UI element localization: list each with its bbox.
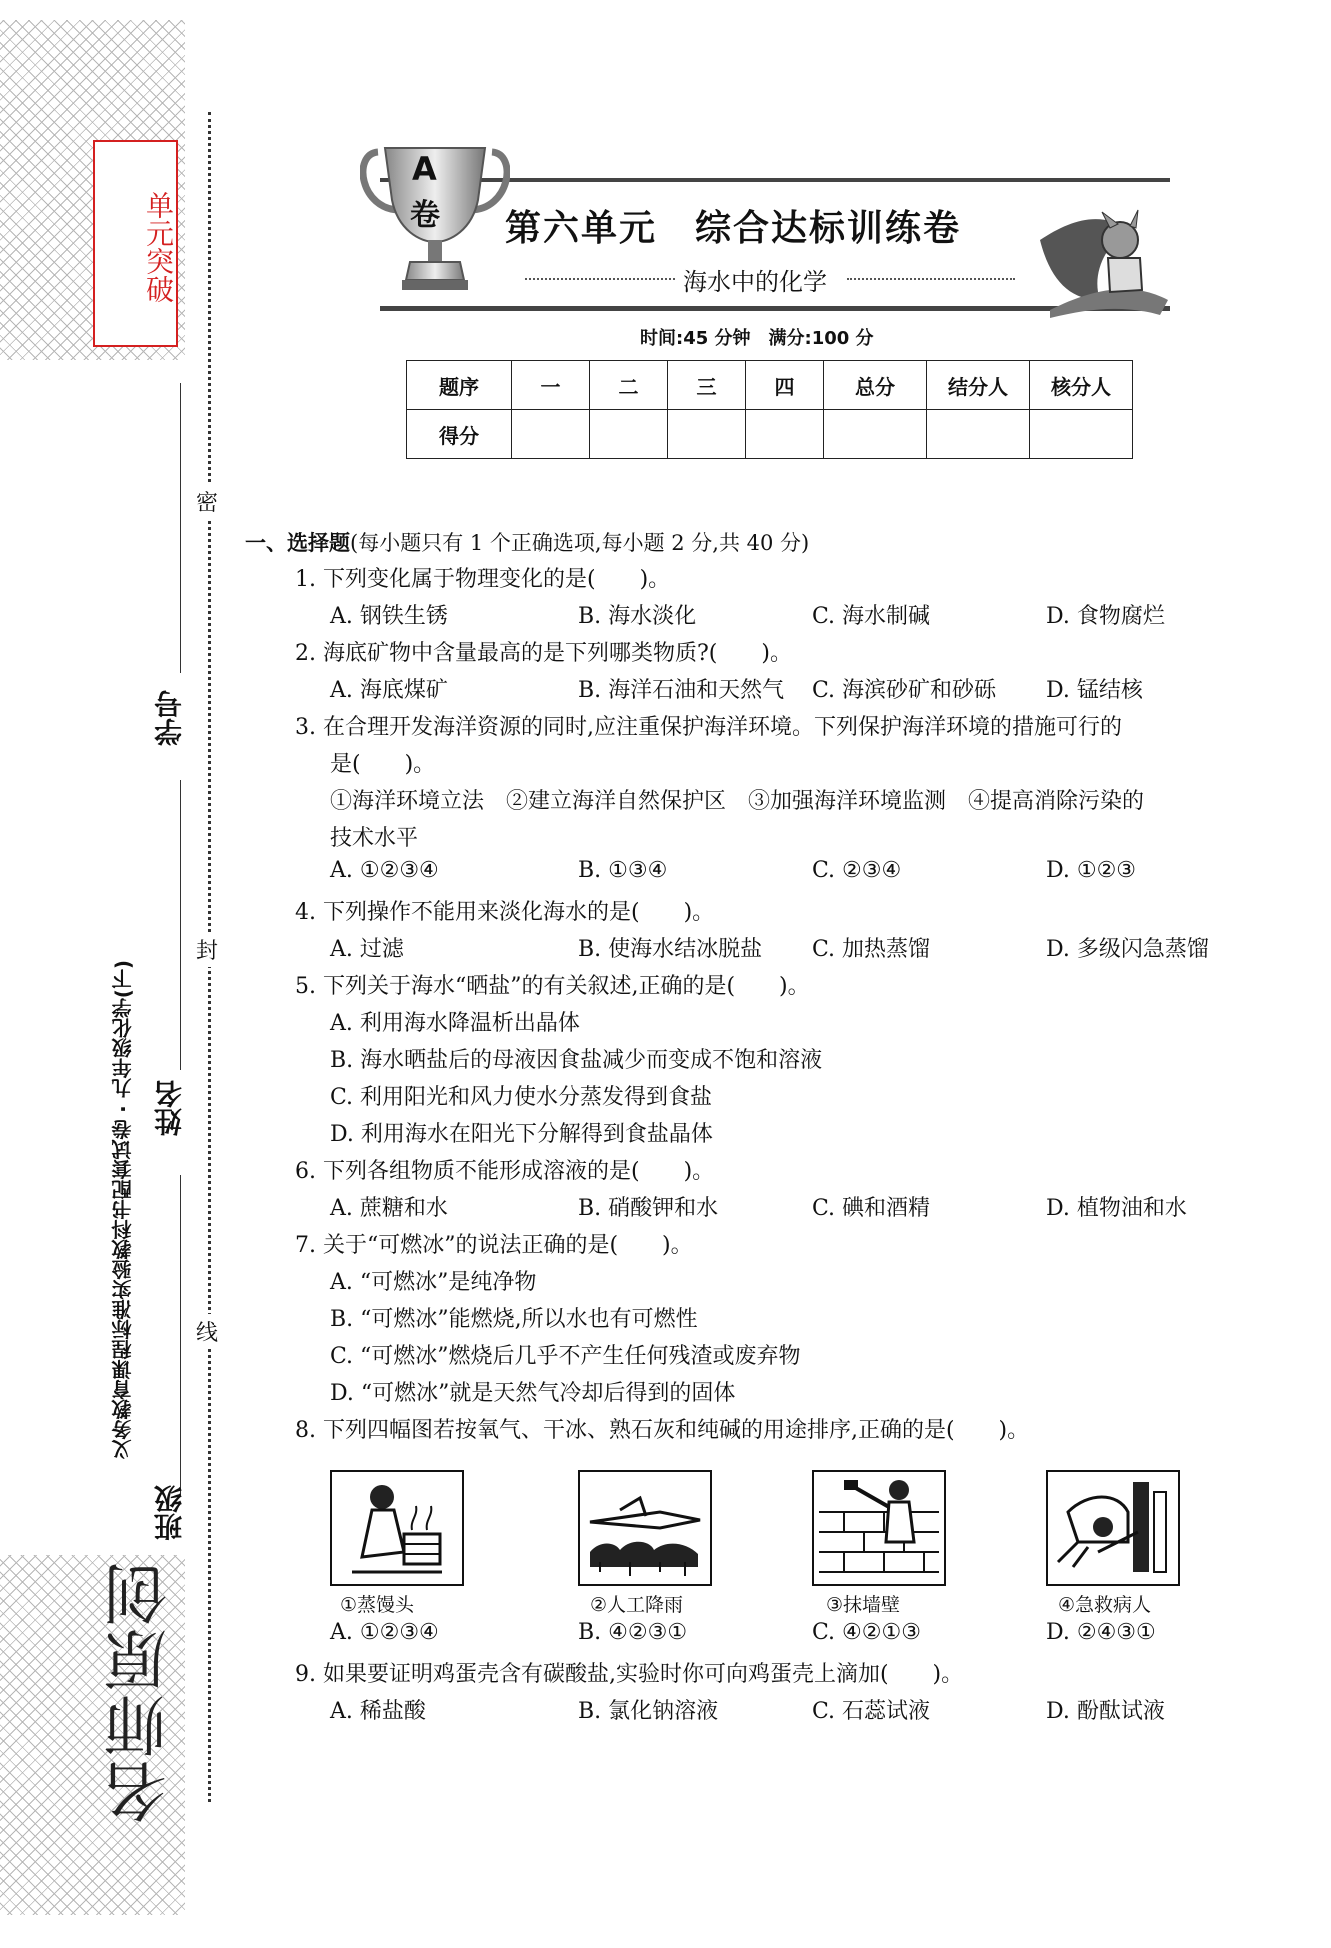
score-header-cell: 四 <box>746 361 824 410</box>
field-student-number: 学号 <box>153 690 186 746</box>
steaming-buns-picture <box>330 1470 464 1586</box>
caption: ④急救病人 <box>1058 1594 1152 1616</box>
option: D. “可燃冰”就是天然气冷却后得到的固体 <box>330 1381 736 1406</box>
subtitle-dots-right <box>847 278 1015 280</box>
score-cell[interactable] <box>668 410 746 459</box>
option: C. 海滨砂矿和砂砾 <box>812 678 997 703</box>
option: B. 硝酸钾和水 <box>578 1196 719 1221</box>
section-title: 一、选择题 <box>245 531 350 555</box>
brand-logo: 名师原创 <box>104 1560 178 1824</box>
option: B. 氯化钠溶液 <box>578 1699 719 1724</box>
option: D. 酚酞试液 <box>1046 1699 1165 1724</box>
score-cell[interactable] <box>590 410 668 459</box>
option: A. 钢铁生锈 <box>330 604 448 629</box>
option: B. 海洋石油和天然气 <box>578 678 785 703</box>
option: A. ①②③④ <box>330 1620 439 1645</box>
option: D. 利用海水在阳光下分解得到食盐晶体 <box>330 1122 713 1147</box>
plastering-wall-picture <box>812 1470 946 1586</box>
option: D. 锰结核 <box>1046 678 1143 703</box>
score-row-label: 得分 <box>407 410 512 459</box>
option: A. 海底煤矿 <box>330 678 448 703</box>
option: C. 海水制碱 <box>812 604 931 629</box>
score-value-row <box>407 410 1133 459</box>
question-3-cont: 是( )。 <box>330 752 436 777</box>
question-3: 3. 在合理开发海洋资源的同时,应注重保护海洋环境。下列保护海洋环境的措施可行的 <box>295 715 1122 740</box>
caption: ③抹墙壁 <box>826 1594 901 1616</box>
question-6: 6. 下列各组物质不能形成溶液的是( )。 <box>295 1159 715 1184</box>
mascot-surfer-icon <box>1030 200 1170 320</box>
unit-label: 单元突破 <box>93 140 178 347</box>
score-cell[interactable] <box>927 410 1030 459</box>
series-title: 义务教育课程标准实验教科书配套试卷 · 九年级化学(下) <box>111 960 135 1460</box>
score-header-cell: 结分人 <box>927 361 1030 410</box>
option: C. 利用阳光和风力使水分蒸发得到食盐 <box>330 1085 713 1110</box>
option: D. ②④③① <box>1046 1620 1156 1645</box>
badge-letter: A <box>412 150 437 188</box>
question-7: 7. 关于“可燃冰”的说法正确的是( )。 <box>295 1233 693 1258</box>
subtitle-row <box>525 262 1015 296</box>
artificial-rain-picture <box>578 1470 712 1586</box>
option: A. 利用海水降温析出晶体 <box>330 1011 580 1036</box>
score-header-cell: 总分 <box>824 361 927 410</box>
option: C. “可燃冰”燃烧后几乎不产生任何残渣或废弃物 <box>330 1344 801 1369</box>
option: C. 碘和酒精 <box>812 1196 931 1221</box>
subtitle-dots-left <box>525 278 675 280</box>
page-title: 第六单元 综合达标训练卷 <box>505 208 962 249</box>
question-5: 5. 下列关于海水“晒盐”的有关叙述,正确的是( )。 <box>295 974 810 999</box>
caption: ①蒸馒头 <box>340 1594 415 1616</box>
option: D. 多级闪急蒸馏 <box>1046 937 1209 962</box>
field-line-number <box>180 383 181 673</box>
seal-word-1: 密 <box>196 484 218 519</box>
option: A. 蔗糖和水 <box>330 1196 448 1221</box>
option: B. ④②③① <box>578 1620 688 1645</box>
page-subtitle: 海水中的化学 <box>683 268 827 296</box>
option: D. 植物油和水 <box>1046 1196 1187 1221</box>
option: D. ①②③ <box>1046 858 1137 883</box>
question-3-items-cont: 技术水平 <box>330 826 419 851</box>
option: C. 加热蒸馏 <box>812 937 931 962</box>
score-header-cell: 核分人 <box>1030 361 1133 410</box>
option: C. ②③④ <box>812 858 902 883</box>
option: B. “可燃冰”能燃烧,所以水也有可燃性 <box>330 1307 698 1332</box>
caption: ②人工降雨 <box>590 1594 684 1616</box>
score-header-cell: 三 <box>668 361 746 410</box>
exam-time: 时间:45 分钟 满分:100 分 <box>640 328 874 349</box>
score-cell[interactable] <box>1030 410 1133 459</box>
score-header-cell: 题序 <box>407 361 512 410</box>
score-header-row <box>407 361 1133 410</box>
emergency-patient-picture <box>1046 1470 1180 1586</box>
option: B. 使海水结冰脱盐 <box>578 937 763 962</box>
option: C. 石蕊试液 <box>812 1699 931 1724</box>
option: B. ①③④ <box>578 858 668 883</box>
score-header-cell: 二 <box>590 361 668 410</box>
option: D. 食物腐烂 <box>1046 604 1165 629</box>
score-cell[interactable] <box>512 410 590 459</box>
seal-word-3: 线 <box>196 1314 218 1349</box>
question-9: 9. 如果要证明鸡蛋壳含有碳酸盐,实验时你可向鸡蛋壳上滴加( )。 <box>295 1662 964 1687</box>
score-header-cell: 一 <box>512 361 590 410</box>
question-4: 4. 下列操作不能用来淡化海水的是( )。 <box>295 900 715 925</box>
option: B. 海水淡化 <box>578 604 697 629</box>
field-line-class <box>180 1175 181 1495</box>
section-note: (每小题只有 1 个正确选项,每小题 2 分,共 40 分) <box>350 531 810 555</box>
option: B. 海水晒盐后的母液因食盐减少而变成不饱和溶液 <box>330 1048 823 1073</box>
score-cell[interactable] <box>824 410 927 459</box>
option: A. ①②③④ <box>330 858 439 883</box>
question-3-items: ①海洋环境立法 ②建立海洋自然保护区 ③加强海洋环境监测 ④提高消除污染的 <box>330 789 1145 814</box>
question-8: 8. 下列四幅图若按氧气、干冰、熟石灰和纯碱的用途排序,正确的是( )。 <box>295 1418 1030 1443</box>
score-cell[interactable] <box>746 410 824 459</box>
section-heading <box>245 527 809 557</box>
field-class: 班级 <box>153 1485 186 1541</box>
question-2: 2. 海底矿物中含量最高的是下列哪类物质?( )。 <box>295 641 792 666</box>
field-name: 姓名 <box>153 1080 186 1136</box>
option: C. ④②①③ <box>812 1620 921 1645</box>
badge-volume: 卷 <box>410 198 440 233</box>
question-1: 1. 下列变化属于物理变化的是( )。 <box>295 567 671 592</box>
field-line-name <box>180 780 181 1070</box>
score-table <box>406 360 1133 459</box>
option: A. 过滤 <box>330 937 404 962</box>
option: A. “可燃冰”是纯净物 <box>330 1270 537 1295</box>
seal-word-2: 封 <box>196 932 218 967</box>
option: A. 稀盐酸 <box>330 1699 426 1724</box>
